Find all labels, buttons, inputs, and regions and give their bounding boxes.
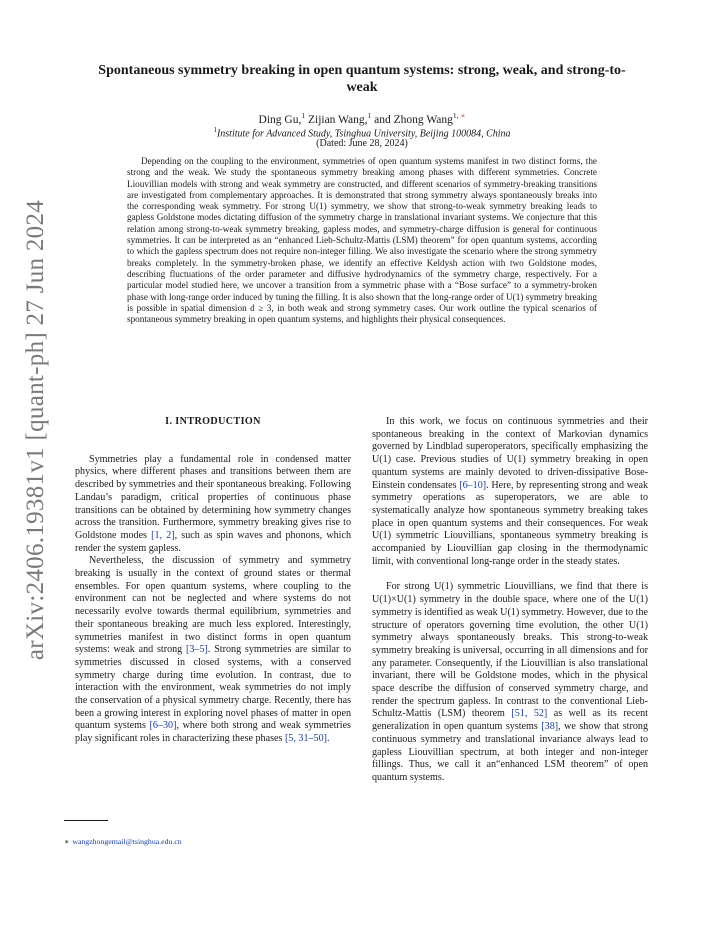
paragraph-text: , such as spin waves and phonons, which render the system gapless. — [75, 529, 351, 554]
paragraph-text: In this work, we focus on continuous symmetries and their spontaneous breaking in the context of Markovian dynamics governed by Lindblad superoperators, specifically emphasizing the U(1) case. Previous studies of U(1) symmetry breaking in open quantum systems are mainly devoted to driven-dissipative Bose-Einstein condensates — [372, 416, 648, 491]
abstract: Depending on the coupling to the environment, symmetries of open quantum systems manifest in two distinct forms, the strong and the weak. We study the spontaneous symmetry breaking among phases with different symmetries. Concrete Liouvillian models with strong and weak symmetry are constructed, and different scenarios of symmetry-breaking transitions are investigated from complementary approaches. It is demonstrated that strong symmetry always spontaneously breaks into the corresponding weak symmetry. For strong U(1) symmetry, we show that strong-to-weak symmetry breaking leads to gapless Goldstone modes dictating diffusion of the symmetry charge in translational invariant systems. We conjecture that this relation among strong-to-weak symmetry breaking, gapless modes, and symmetry-charge diffusion is general for continuous symmetries. It can be interpreted as an “enhanced Lieb-Schultz-Mattis (LSM) theorem” for open quantum systems, according to which the gapless spectrum does not require non-integer filling. We also investigate the scenario where the strong symmetry breaks completely. In the symmetry-broken phase, we identify an effective Keldysh action with two Goldstone modes, describing fluctuations of the order parameter and diffusive hydrodynamics of the symmetry charge, respectively. For a particular model studied here, we uncover a transition from a symmetric phase with a “Bose surface” to a symmetry-broken phase with long-range order induced by tuning the filling. It is also shown that the long-range order of U(1) symmetry breaking is possible in spatial dimension d ≥ 3, in both weak and strong symmetry cases. Our work outline the typical scenarios of spontaneous symmetry breaking in open quantum systems, and highlights their physical consequences. — [127, 156, 597, 325]
paragraph-text: Nevertheless, the discussion of symmetry and symmetry breaking is usually in the context of ground states or thermal ensembles. For open quantum systems, where coupling to the environment can not be neglected and where systems do not necessarily evolve towards thermal equilibrium, symmetries and their spontaneous breaking are much less explored. Interestingly, symmetries manifest in two distinct forms in open quantum systems: weak and strong — [75, 555, 351, 656]
paragraph — [75, 454, 351, 556]
affiliation-marker: 1 — [213, 126, 217, 134]
paragraph-text: . Strong symmetries are similar to symmetries discussed in closed systems, with a conserved symmetry charge during time evolution. In contrast, due to interaction with the environment, weak symmetries do not imply the conservation of a physical symmetry charge. Recently, there has been a growing interest in exploring novel phases of matter in open quantum systems — [75, 644, 351, 732]
affiliation-marker — [453, 111, 466, 120]
arxiv-identifier-sidebar — [6, 200, 66, 660]
paragraph-text: For strong U(1) symmetric Liouvillians, we find that there is U(1)×U(1) symmetry in the double space, where one of the U(1) symmetry is identified as weak U(1) symmetry. However, due to the structure of operators governing time evolution, the other U(1) symmetry always spontaneously breaks. This strong-to-weak symmetry breaking is universal, occurring in all dimensions and for any parameter. Consequently, if the Liouvillian is also translational invariant, there will be Goldstone modes, which in the physical space describe the diffusion of conserved symmetry charge, and render the spectrum gapless. In contrast to the conventional Lieb-Schultz-Mattis (LSM) theorem — [372, 581, 648, 720]
author-conjunction: and — [374, 113, 391, 126]
author-name: Zhong Wang — [393, 113, 453, 126]
paragraph — [372, 416, 648, 568]
affiliation-text: Institute for Advanced Study, Tsinghua University, Beijing 100084, China — [216, 128, 511, 140]
paragraph-text: , where both strong and weak symmetries play significant roles in characterizing these phases — [75, 720, 351, 745]
paragraph-text: . Here, by representing strong and weak symmetry operations as superoperators, we are able to systematically analyze how spontaneous symmetry breaking takes place in open quantum systems and their consequences. For weak U(1) symmetric Liouvillians, spontaneous symmetry breaking is accompanied by Liouvillian gap closing in the thermodynamic limit, with conventional long-range order in the steady states. — [372, 479, 648, 567]
paragraph — [372, 581, 648, 784]
footnote — [64, 837, 182, 846]
citation-link[interactable]: [3–5] — [186, 644, 208, 656]
email-link[interactable]: wangzhongemail@tsinghua.edu.cn — [72, 837, 182, 846]
citation-link[interactable]: [38] — [541, 721, 559, 733]
corresponding-author-link[interactable]: ∗ — [460, 111, 466, 120]
citation-link[interactable]: [6–10] — [459, 479, 487, 491]
footnote-rule — [64, 820, 108, 821]
paragraph-text: as well as its recent generalization in open quantum systems — [372, 708, 648, 733]
citation-link[interactable]: [6–30] — [149, 720, 177, 732]
arxiv-identifier-text: arXiv:2406.19381v1 [quant-ph] 27 Jun 2024 — [22, 199, 49, 661]
citation-link[interactable]: [1, 2] — [151, 529, 175, 541]
citation-link[interactable]: [51, 52] — [511, 708, 548, 720]
date-line: (Dated: June 28, 2024) — [316, 138, 408, 149]
author-name: Ding Gu, — [258, 113, 302, 126]
affiliation-number: 1, — [452, 111, 461, 120]
section-heading: I. INTRODUCTION — [165, 416, 261, 427]
paragraph-text: . — [327, 733, 330, 745]
author-name: Zijian Wang, — [307, 113, 368, 126]
paragraph-text: Symmetries play a fundamental role in condensed matter physics, where different phases and transitions between them are described by symmetries and their spontaneous breaking. Following Landau’s paradigm, critical properties of continuous phase transitions can be obtained by determining how symmetry changes across the transition. Furthermore, symmetry breaking gives rise to Goldstone modes — [75, 453, 351, 541]
paper-title: Spontaneous symmetry breaking in open quantum systems: strong, weak, and strong-to-weak — [98, 63, 626, 95]
affiliation-marker: 1 — [301, 111, 306, 120]
citation-link[interactable]: [5, 31–50] — [284, 733, 327, 745]
affiliation-marker: 1 — [367, 111, 372, 120]
paragraph-text: , we show that strong continuous symmetry and translational invariance always lead to gapless Liouvillian spectrum, at both integer and non-integer fillings. Thus, we call it an“enhanced LSM theorem” of open quantum systems. — [372, 721, 648, 783]
footnote-marker: ∗ — [64, 837, 70, 846]
left-column — [75, 416, 351, 746]
paragraph — [75, 555, 351, 746]
right-column — [372, 416, 648, 785]
